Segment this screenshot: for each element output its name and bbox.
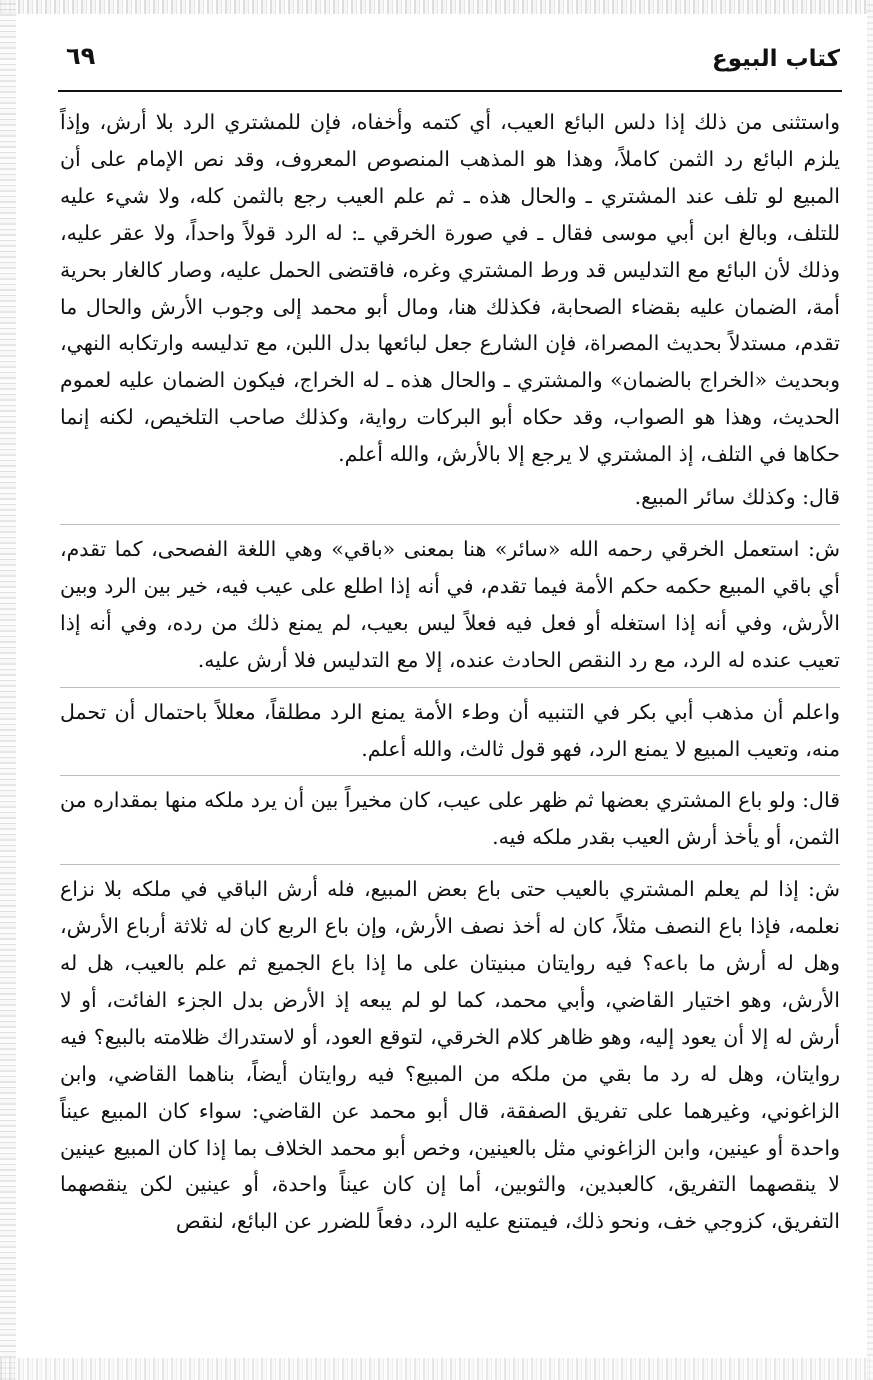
paragraph-commentary-4: ش: إذا لم يعلم المشتري بالعيب حتى باع بعض المبيع، فله أرش الباقي في ملكه بلا نزاع نعلمه، فإذا باع النصف مثلاً، كان له أخذ نصف الأرش، وإن باع الربع كان له ثلاثة أرباع الأرش، وهل له أرش ما باعه؟ فيه روايتان مبنيتان على ما إذا باع الجميع ثم علم بالعيب، هل له الأرش، وهو اختيار القاضي، وأبي محمد، كما لو لم يبعه إذ الأرض بدل الجزء الفائت، أو لا أرش له إلا أن يعود إليه، وهو ظاهر كلام الخرقي، لتوقع العود، أو لاستدراك ظلامته بالبيع؟ فيه روايتان، وهل له رد ما بقي من ملكه من المبيع؟ فيه روايتان أيضاً، بناهما القاضي، وابن الزاغوني، وغيرهما على تفريق الصفقة، قال أبو محمد عن القاضي: سواء كان المبيع عيناً واحدة أو عينين، وابن الزاغوني مثل بالعينين، وخص أبو محمد الخلاف بما إذا كان المبيع عينين لا ينقصهما التفريق، كالعبدين، والثوبين، أما إن كان عيناً واحدة، أو عينين لكن ينقصهما التفريق، كزوجي خف، ونحو ذلك، فيمتنع عليه الرد، دفعاً للضرر عن البائع، لنقص [60, 864, 840, 1240]
page-body [60, 104, 840, 1240]
scan-edge-right [867, 0, 873, 1380]
paragraph-text-qala-1: قال: وكذلك سائر المبيع. [634, 485, 840, 510]
page-number: ٦٩ [66, 42, 96, 70]
header-rule [58, 90, 842, 92]
paragraph-commentary-1: واستثنى من ذلك إذا دلس البائع العيب، أي كتمه وأخفاه، فإن للمشتري الرد بلا أرش، وإذاً يلزم البائع رد الثمن كاملاً، وهذا هو المذهب المنصوص المعروف، وقد نص الإمام على أن المبيع لو تلف عند المشتري ـ والحال هذه ـ ثم علم العيب رجع بالثمن كله، ولا شيء عليه للتلف، وبالغ ابن أبي موسى فقال ـ في صورة الخرقي ـ: له الرد قولاً واحداً، ولا عقر عليه، وذلك لأن البائع مع التدليس قد ورط المشتري وغره، فاقتضى الحمل عليه، وصار كالغار بحرية أمة، الضمان عليه بقضاء الصحابة، فكذلك هنا، ومال أبو محمد إلى وجوب الأرش والحال ما تقدم، مستدلاً بحديث المصراة، فإن الشارع جعل لبائعها بدل اللبن، مع تدليسه وارتكابه النهي، وبحديث «الخراج بالضمان» والمشتري ـ والحال هذه ـ له الخراج، فيكون الضمان عليه لعموم الحديث، وهذا هو الصواب، وقد حكاه أبو البركات رواية، وكذلك صاحب التلخيص، لكنه إنما حكاها في التلف، إذ المشتري لا يرجع إلا بالأرش، والله أعلم. [60, 110, 840, 467]
running-title: كتاب البيوع [712, 46, 840, 72]
paragraph-commentary-2: ش: استعمل الخرقي رحمه الله «سائر» هنا بمعنى «باقي» وهي اللغة الفصحى، كما تقدم، أي باقي المبيع حكمه حكم الأمة فيما تقدم، في أنه إذا اطلع على عيب فيه، خير بين الرد وبين الأرش، وفي أنه إذا استغله أو فعل فيه فعلاً ليس بعيب، لم يمنع ذلك من رده، وفي أنه إذا تعيب عنده له الرد، مع رد النقص الحادث عنده، إلا مع التدليس فلا أرش عليه. [60, 524, 840, 679]
scan-edge-bottom [0, 1358, 873, 1380]
paragraph-commentary-3: واعلم أن مذهب أبي بكر في التنبيه أن وطء الأمة يمنع الرد مطلقاً، معللاً باحتمال أن تحمل منه، وتعيب المبيع لا يمنع الرد، فهو قول ثالث، والله أعلم. [60, 687, 840, 768]
scan-edge-top [0, 0, 873, 14]
scan-edge-left [0, 0, 16, 1380]
paragraph-text-qala-2: قال: ولو باع المشتري بعضها ثم ظهر على عيب، كان مخيراً بين أن يرد ملكه منها بمقداره من الثمن، أو يأخذ أرش العيب بقدر ملكه فيه. [60, 775, 840, 856]
page-header [60, 40, 840, 84]
